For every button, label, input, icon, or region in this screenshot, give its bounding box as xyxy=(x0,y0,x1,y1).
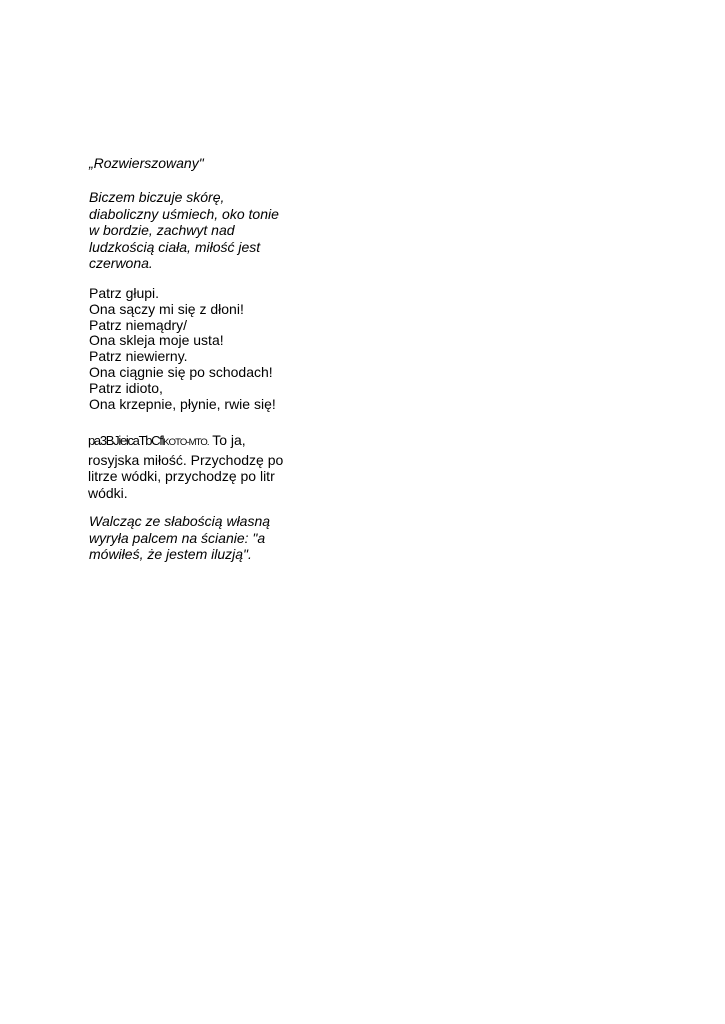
stanza-4 xyxy=(89,513,270,563)
stanza-3-line: rosyjska miłość. Przychodzę po xyxy=(88,451,284,468)
garbled-text-small: KOTO-MTO. xyxy=(163,437,209,448)
stanza-3 xyxy=(88,432,283,501)
stanza-2 xyxy=(89,286,276,412)
stanza-1-line: ludzkością ciała, miłość jest xyxy=(89,238,261,255)
stanza-2-line: Ona skleja moje usta! xyxy=(89,332,224,349)
stanza-2-line: Ona krzepnie, płynie, rwie się! xyxy=(89,395,276,412)
stanza-3-line-rest: To ja, xyxy=(212,432,246,448)
stanza-2-line: Patrz głupi. xyxy=(89,285,160,301)
stanza-3-line: litrze wódki, przychodzę po litr xyxy=(88,468,275,484)
stanza-3-line: wódki. xyxy=(88,484,128,501)
stanza-1-line: w bordzie, zachwyt nad xyxy=(89,222,235,238)
stanza-4-line: mówiłeś, że jestem iluzją". xyxy=(89,546,252,562)
stanza-2-line: Ona sączy mi się z dłoni! xyxy=(89,300,244,317)
poem-title: „Rozwierszowany" xyxy=(89,155,204,171)
stanza-2-line: Patrz niemądry/ xyxy=(89,316,188,333)
stanza-1-line: czerwona. xyxy=(89,255,153,271)
stanza-1 xyxy=(89,189,279,272)
garbled-text: pa3BJieicaTbCfl xyxy=(88,433,164,448)
stanza-2-line: Ona ciągnie się po schodach! xyxy=(89,363,273,380)
stanza-4-line: wyryła palcem na ścianie: "a xyxy=(89,529,266,546)
stanza-3-first-line xyxy=(88,432,283,452)
stanza-2-line: Patrz idioto, xyxy=(89,379,163,396)
stanza-1-line: diaboliczny uśmiech, oko tonie xyxy=(89,205,279,222)
stanza-4-line: Walcząc ze słabością własną xyxy=(89,513,271,529)
stanza-1-line: Biczem biczuje skórę, xyxy=(89,189,225,205)
stanza-2-line: Patrz niewierny. xyxy=(89,348,188,365)
